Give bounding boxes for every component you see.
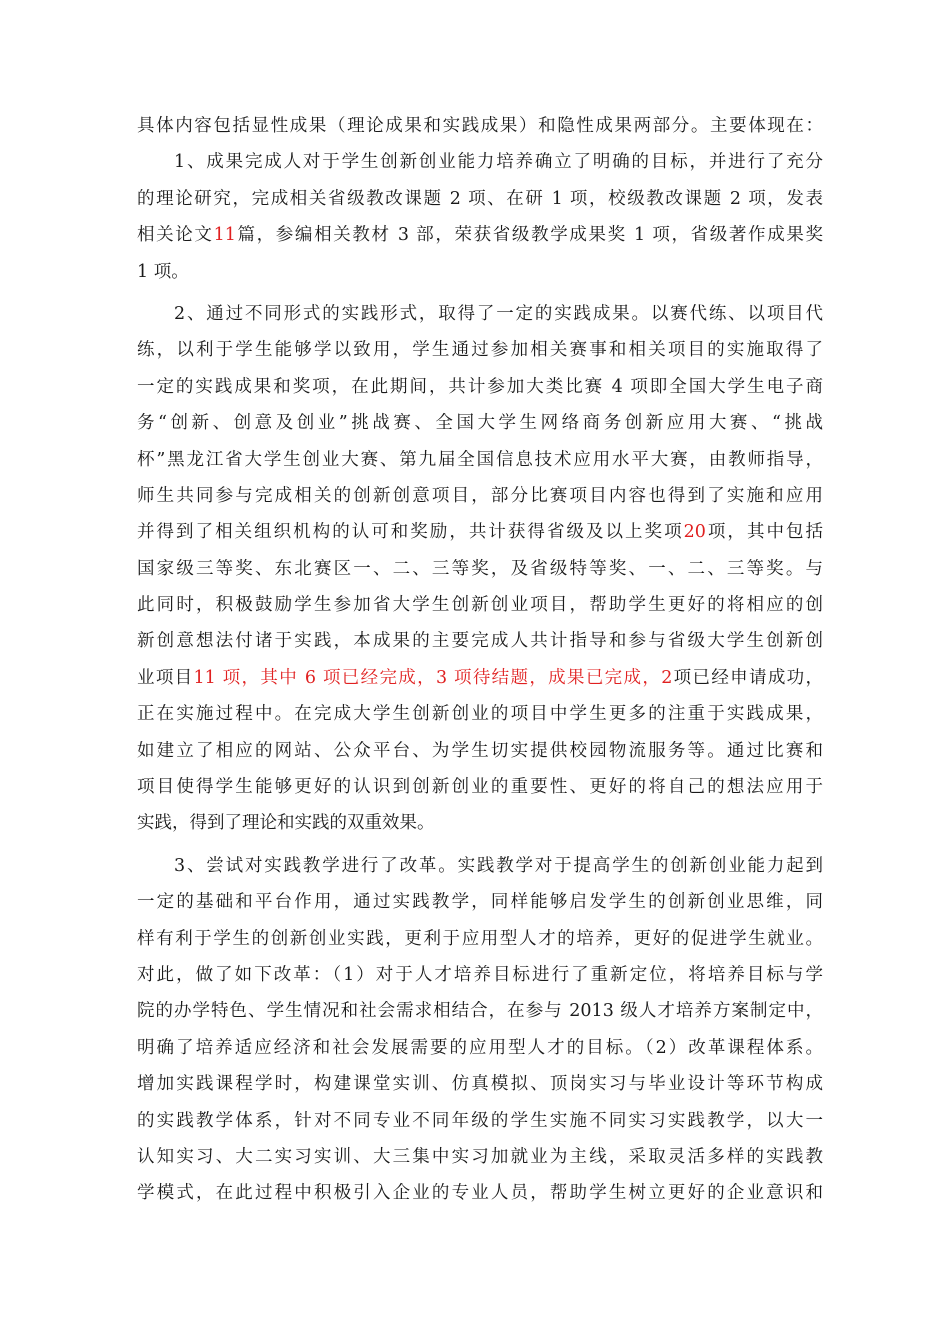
p3-line-3: 样有利于学生的创新创业实践，更利于应用型人才的培养，更好的促进学生就业。 [137, 928, 823, 949]
p2-line-2: 练，以利于学生能够学以致用，学生通过参加相关赛事和相关项目的实施取得了 [137, 340, 823, 361]
paragraph-2 [137, 296, 823, 842]
p2-line-3: 一定的实践成果和奖项，在此期间，共计参加大类比赛 4 项即全国大学生电子商 [137, 376, 823, 397]
p1-line-3-c: 篇，参编相关教材 3 部，荣获省级教学成果奖 1 项，省级著作成果奖 [235, 225, 823, 246]
p2-line-1: 2、通过不同形式的实践形式，取得了一定的实践成果。以赛代练、以项目代 [174, 303, 823, 324]
p2-line-13: 如建立了相应的网站、公众平台、为学生切实提供校园物流服务等。通过比赛和 [137, 740, 823, 761]
p2-line-8: 国家级三等奖、东北赛区一、二、三等奖，及省级特等奖、一、二、三等奖。与 [137, 558, 823, 579]
p3-line-2: 一定的基础和平台作用，通过实践教学，同样能够启发学生的创新创业思维，同 [137, 892, 823, 913]
p1-line-4: 1 项。 [137, 261, 189, 282]
p2-line-9: 此同时，积极鼓励学生参加省大学生创新创业项目，帮助学生更好的将相应的创 [137, 595, 823, 616]
p3-line-6: 明确了培养适应经济和社会发展需要的应用型人才的目标。（2）改革课程体系。 [137, 1037, 823, 1058]
paper-count-highlight: 11 [213, 225, 236, 246]
p2-line-11-c: 项已经申请成功， [672, 667, 824, 688]
p1-line-3-a: 相关论文 [137, 225, 214, 246]
p2-line-10: 新创意想法付诸于实践，本成果的主要完成人共计指导和参与省级大学生创新创 [137, 631, 823, 652]
p1-line-1: 1、成果完成人对于学生创新创业能力培养确立了明确的目标，并进行了充分 [174, 152, 823, 173]
p2-line-7 [137, 514, 823, 550]
p2-line-12: 正在实施过程中。在完成大学生创新创业的项目中学生更多的注重于实践成果， [137, 704, 823, 725]
p1-line-3 [137, 217, 823, 253]
award-count-highlight: 20 [683, 522, 706, 543]
p2-line-7-a: 并得到了相关组织机构的认可和奖励，共计获得省级及以上奖项 [137, 522, 684, 543]
p2-line-7-c: 项，其中包括 [705, 522, 824, 543]
p2-line-15: 实践，得到了理论和实践的双重效果。 [137, 813, 435, 834]
paragraph-3 [137, 848, 823, 1212]
p3-line-10: 学模式，在此过程中积极引入企业的专业人员，帮助学生树立更好的企业意识和 [137, 1183, 823, 1204]
project-count-highlight: 11 项，其中 6 项已经完成，3 项待结题，成果已完成，2 [193, 667, 673, 688]
p1-line-2: 的理论研究，完成相关省级教改课题 2 项、在研 1 项，校级教改课题 2 项，发表 [137, 188, 823, 209]
p2-line-11-a: 业项目 [137, 667, 194, 688]
p3-line-7: 增加实践课程学时，构建课堂实训、仿真模拟、顶岗实习与毕业设计等环节构成 [137, 1074, 823, 1095]
intro-line: 具体内容包括显性成果（理论成果和实践成果）和隐性成果两部分。主要体现在： [137, 116, 823, 136]
p3-line-5: 院的办学特色、学生情况和社会需求相结合，在参与 2013 级人才培养方案制定中， [137, 1001, 823, 1022]
document-page [137, 108, 823, 1212]
p2-line-14: 项目使得学生能够更好的认识到创新创业的重要性、更好的将自己的想法应用于 [137, 777, 823, 798]
paragraph-1 [137, 144, 823, 290]
p2-line-4: 务“创新、创意及创业”挑战赛、全国大学生网络商务创新应用大赛、“挑战 [137, 413, 823, 434]
p2-line-11 [137, 660, 823, 696]
p2-line-6: 师生共同参与完成相关的创新创意项目，部分比赛项目内容也得到了实施和应用 [137, 485, 823, 506]
p3-line-1: 3、尝试对实践教学进行了改革。实践教学对于提高学生的创新创业能力起到 [174, 855, 823, 876]
p2-line-5: 杯”黑龙江省大学生创业大赛、第九届全国信息技术应用水平大赛，由教师指导， [137, 449, 823, 470]
p3-line-9: 认知实习、大二实习实训、大三集中实习加就业为主线，采取灵活多样的实践教 [137, 1146, 823, 1167]
p3-line-4: 对此，做了如下改革：（1）对于人才培养目标进行了重新定位，将培养目标与学 [137, 964, 823, 985]
p3-line-8: 的实践教学体系，针对不同专业不同年级的学生实施不同实习实践教学，以大一 [137, 1110, 823, 1131]
